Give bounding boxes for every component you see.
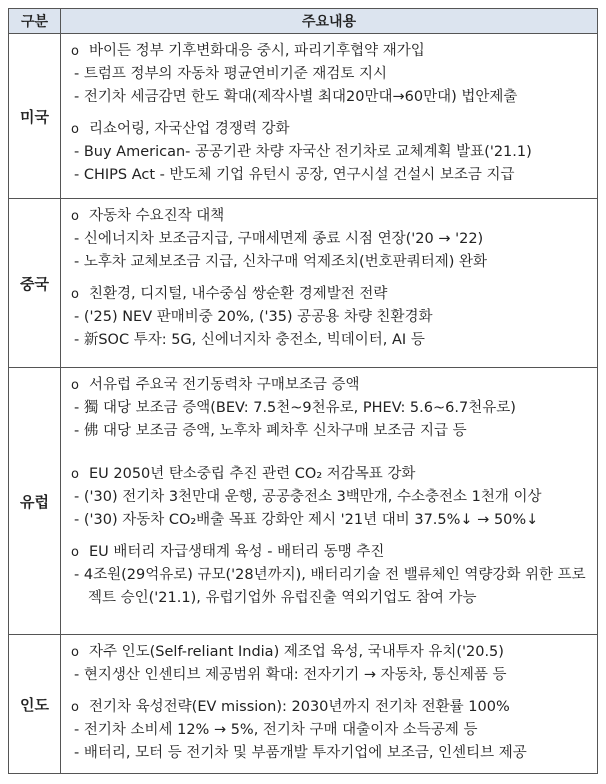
country-label: 중국 xyxy=(9,199,61,368)
policy-group xyxy=(71,374,591,443)
policy-detail: - 신에너지차 보조금지급, 구매세면제 종료 시점 연장('20 → '22) xyxy=(69,228,591,251)
header-main-content: 주요내용 xyxy=(61,9,598,34)
policy-heading: o 친환경, 디지털, 내수중심 쌍순환 경제발전 전략 xyxy=(71,283,591,306)
country-label: 인도 xyxy=(9,635,61,774)
header-category: 구분 xyxy=(9,9,61,34)
policy-group xyxy=(71,283,591,352)
policy-detail: - ('25) NEV 판매비중 20%, ('35) 공공용 차량 친환경화 xyxy=(69,306,591,329)
policy-heading: o 서유럽 주요국 전기동력차 구매보조금 증액 xyxy=(71,374,591,397)
policy-heading: o 자주 인도(Self-reliant India) 제조업 육성, 국내투자 유치('20.5) xyxy=(71,641,591,664)
country-label: 유럽 xyxy=(9,368,61,635)
policy-detail: - 佛 대당 보조금 증액, 노후차 폐차후 신차구매 보조금 지급 등 xyxy=(69,420,591,443)
content-cell xyxy=(61,368,598,635)
policy-heading: o 리쇼어링, 자국산업 경쟁력 강화 xyxy=(71,118,591,141)
policy-group xyxy=(71,205,591,274)
policy-detail: - CHIPS Act - 반도체 기업 유턴시 공장, 연구시설 건설시 보조금 지급 xyxy=(69,164,591,187)
country-label: 미국 xyxy=(9,34,61,199)
policy-detail: - 배터리, 모터 등 전기차 및 부품개발 투자기업에 보조금, 인센티브 제공 xyxy=(69,742,591,765)
content-cell xyxy=(61,199,598,368)
table-row xyxy=(9,34,598,199)
policy-detail: - ('30) 자동차 CO₂배출 목표 강화안 제시 '21년 대비 37.5%↓ → 50%↓ xyxy=(69,509,591,532)
policy-heading: o EU 배터리 자급생태계 육성 - 배터리 동맹 추진 xyxy=(71,541,591,564)
table-row xyxy=(9,368,598,635)
policy-group xyxy=(71,541,591,610)
policy-table xyxy=(8,8,598,774)
policy-heading: o 전기차 육성전략(EV mission): 2030년까지 전기차 전환률 100% xyxy=(71,696,591,719)
policy-heading: o EU 2050년 탄소중립 추진 관련 CO₂ 저감목표 강화 xyxy=(71,463,591,486)
policy-detail: - ('30) 전기차 3천만대 운행, 공공충전소 3백만개, 수소충전소 1천개 이상 xyxy=(69,486,591,509)
table-row xyxy=(9,199,598,368)
policy-detail: - 전기차 소비세 12% → 5%, 전기차 구매 대출이자 소득공제 등 xyxy=(69,719,591,742)
policy-group xyxy=(71,696,591,765)
policy-group xyxy=(71,40,591,109)
policy-heading: o 바이든 정부 기후변화대응 중시, 파리기후협약 재가입 xyxy=(71,40,591,63)
table-row xyxy=(9,635,598,774)
content-cell xyxy=(61,635,598,774)
content-cell xyxy=(61,34,598,199)
policy-group xyxy=(71,641,591,687)
table-header-row xyxy=(9,9,598,34)
policy-group xyxy=(71,118,591,187)
policy-detail: - 4조원(29억유로) 규모('28년까지), 배터리기술 전 밸류체인 역량강화 위한 프로젝트 승인('21.1), 유럽기업外 유럽진출 역외기업도 참여 가능 xyxy=(69,564,591,610)
policy-detail: - 트럼프 정부의 자동차 평균연비기준 재검토 지시 xyxy=(69,63,591,86)
policy-heading: o 자동차 수요진작 대책 xyxy=(71,205,591,228)
policy-detail: - Buy American- 공공기관 차량 자국산 전기차로 교체계획 발표('21.1) xyxy=(69,141,591,164)
policy-detail: - 노후차 교체보조금 지급, 신차구매 억제조치(번호판쿼터제) 완화 xyxy=(69,251,591,274)
policy-detail: - 전기차 세금감면 한도 확대(제작사별 최대20만대→60만대) 법안제출 xyxy=(69,86,591,109)
policy-detail: - 獨 대당 보조금 증액(BEV: 7.5천~9천유로, PHEV: 5.6~6.7천유로) xyxy=(69,397,591,420)
policy-group xyxy=(71,463,591,532)
policy-detail: - 新SOC 투자: 5G, 신에너지차 충전소, 빅데이터, AI 등 xyxy=(69,329,591,352)
policy-detail: - 현지생산 인센티브 제공범위 확대: 전자기기 → 자동차, 통신제품 등 xyxy=(69,664,591,687)
